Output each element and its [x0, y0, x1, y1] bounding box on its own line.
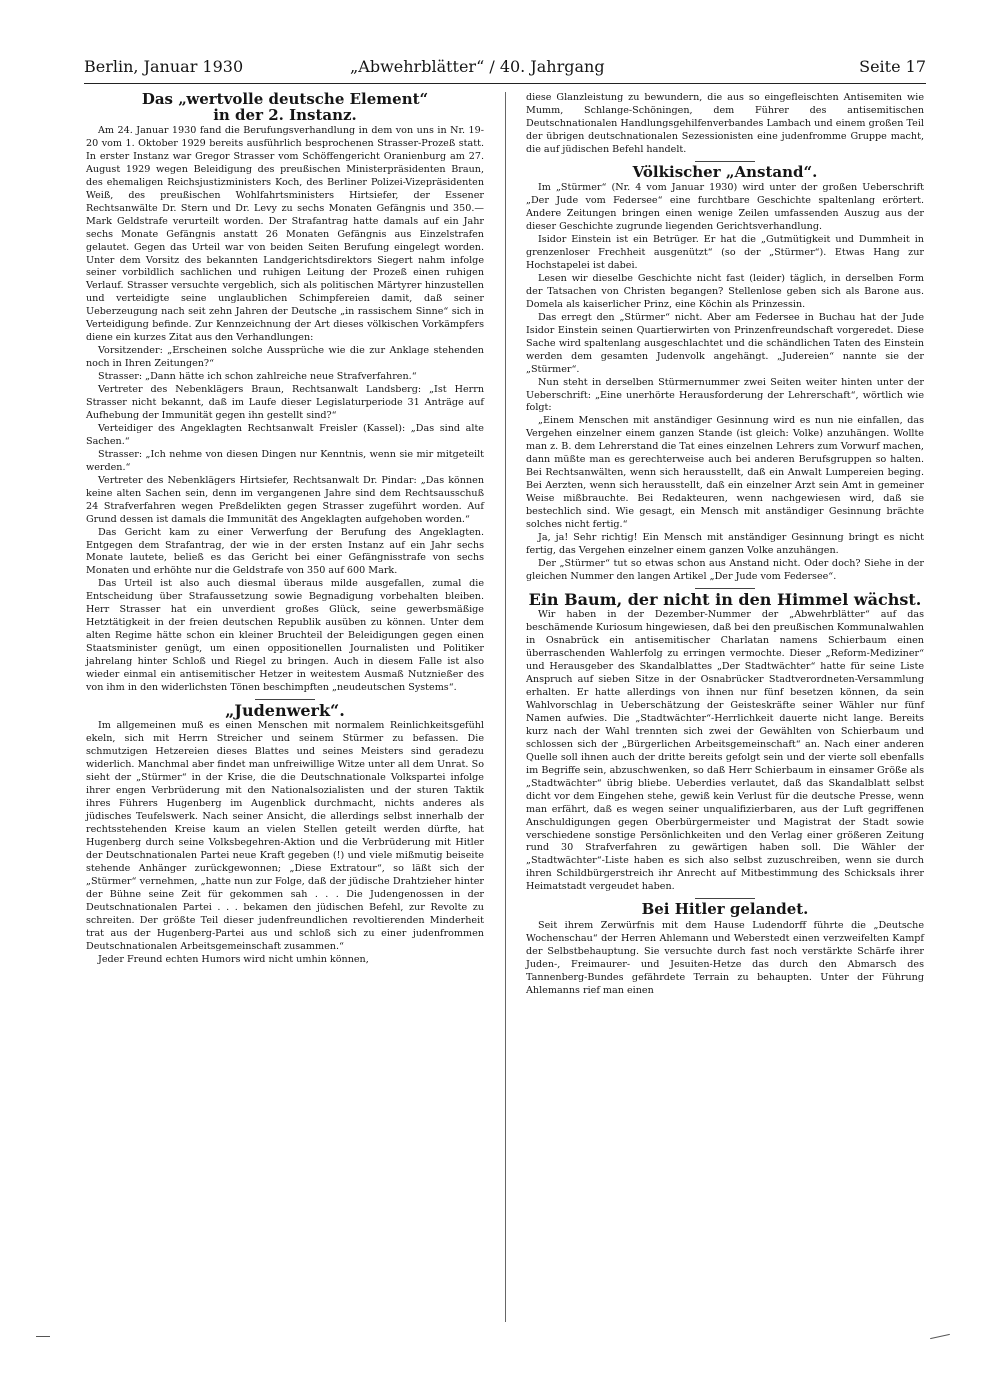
paragraph: Lesen wir dieselbe Geschichte nicht fast (leider) täglich, in derselben Form der Tatsachen von Christen begangen? Stellenlose geben sich als Barone aus. Domela als kaiserlicher Prinz, eine Köchin als Prinzessin.	[526, 272, 924, 310]
paragraph: Verteidiger des Angeklagten Rechtsanwalt Freisler (Kassel): „Das sind alte Sachen.“	[86, 422, 484, 447]
paragraph-continuation: diese Glanzleistung zu bewundern, die aus so eingefleischten Antisemiten wie Mumm, Schlange-Schöningen, dem Führer des antisemitischen Deutschnationalen Handlungsgehilfenverbandes Lambach und einem großen Teil der übrigen deutschnationalen Sezessionisten eine judenfromme Gruppe macht, die auf jüdischen Befehl handelt.	[526, 92, 924, 155]
paragraph: Ja, ja! Sehr richtig! Ein Mensch mit anständiger Gesinnung bringt es nicht fertig, das Vergehen einzelner einem ganzen Volke anzuhängen.	[526, 532, 924, 556]
paragraph: Wir haben in der Dezember-Nummer der „Abwehrblätter“ auf das beschämende Kuriosum hingewiesen, daß bei den preußischen Kommunalwahlen in Osnabrück ein antisemitischer Charlatan namens Schierbaum einen überraschenden Wahlerfolg zu erringen vermochte. Dieser „Reform-Mediziner“ und Herausgeber des Skandalblattes „Der Stadtwächter“ hatte für seine Liste Anspruch auf sieben Sitze in der Osnabrücker Stadtverordneten-Versammlung erhalten. Er hatte allerdings von ihnen nur fünf besetzen können, da sein Wahlvorschlag in Ueberschätzung der Geisteskräfte seiner Wähler nur fünf Namen aufwies. Die „Stadtwächter“-Herrlichkeit dauerte nicht lange. Bereits kurz nach der Wahl trennten sich zwei der Gewählten von Schierbaum und schlossen sich der „Bürgerlichen Arbeitsgemeinschaft“ an. Nach einer anderen Quelle soll ihnen auch der dritte bereits gefolgt sein und der vierte soll ebenfalls im Begriffe sein, abzuschwenken, so daß Herr Schierbaum in einsamer Größe als „Stadtwächter“ übrig bliebe. Ueberdies verlautet, daß das Skandalblatt selbst dicht vor dem Eingehen stehe, gewiß kein Verlust für die deutsche Presse, wenn man erfährt, daß es wegen seiner unqualifizierbaren, aus der Luft gegriffenen Anschuldigungen gegen Oberbürgermeister und Magistrat der Stadt sowie verschiedene sonstige Persönlichkeiten und den Verlag einer größeren Zeitung rund 30 Strafverfahren zu gewärtigen haben soll. Die Wähler der „Stadtwächter“-Liste haben es sich also selbst zuzuschreiben, wenn sie durch ihren Schildbürgerstreich ihr Anrecht auf Mitbestimmung des Schicksals ihrer Heimatstadt vergeudet haben.	[526, 609, 924, 893]
scan-speck	[930, 1334, 950, 1339]
article-title	[86, 92, 484, 123]
article-title: Völkischer „Anstand“.	[632, 162, 818, 181]
paragraph: Vertreter des Nebenklägers Hirtsiefer, Rechtsanwalt Dr. Pindar: „Das können keine alten Sachen sein, denn im vergangenen Jahre sind dem Rechtsausschuß 24 Strafverfahren wegen Preßdelikten gegen Strasser zugeführt worden. Auf Grund dessen ist damals die Immunität des Angeklagten aufgehoben worden.“	[86, 474, 484, 525]
article-title: „Judenwerk“.	[225, 700, 345, 720]
header-place-date: Berlin, Januar 1930	[84, 57, 244, 76]
paragraph: Im allgemeinen muß es einen Menschen mit normalem Reinlichkeitsgefühl ekeln, sich mit Herrn Streicher und seinem Stürmer zu befassen. Die schmutzigen Hetzereien dieses Blattes und seines Meisters sind geradezu widerlich. Manchmal aber findet man unfreiwillige Witze unter all dem Unrat. So sieht der „Stürmer“ in der Krise, die die Deutschnationale Volkspartei infolge ihrer engen Verbrüderung mit den Nationalsozialisten und der sturen Taktik ihres Führers Hugenberg im Augenblick durchmacht, nichts anderes als jüdisches Teufelswerk. Nach seiner Ansicht, die allerdings selbst innerhalb der rechtsstehenden Kreise kaum an vielen Stellen geteilt werden dürfte, hat Hugenberg durch seine Volksbegehren-Aktion und die Verbrüderung mit Hitler der Deutschnationalen Partei neue Kraft gegeben (!) und viele mißmutig beiseite stehende Anhänger zurückgewonnen; „Diese Extratour“, so läßt sich der „Stürmer“ vernehmen, „hatte nun zur Folge, daß der jüdische Drahtzieher hinter der Bühne seine Zeit für gekommen sah . . . Die Judengenossen in der Deutschnationalen Partei . . . bekamen den jüdischen Befehl, zur Revolte zu schreiten. Der größte Teil dieser judenfreundlichen revoltierenden Minderheit trat aus der Hugenberg-Partei aus und schloß sich zu einer judenfrommen Deutschnationalen Arbeitsgemeinschaft zusammen.“	[86, 720, 484, 952]
article-separator	[695, 161, 755, 162]
scan-speck	[36, 1336, 50, 1337]
paragraph: Vorsitzender: „Erscheinen solche Aussprüche wie die zur Anklage stehenden noch in Ihren Zeitungen?“	[86, 345, 484, 370]
paragraph: Jeder Freund echten Humors wird nicht umhin können,	[98, 953, 369, 965]
left-column	[86, 92, 484, 1352]
paragraph: Im „Stürmer“ (Nr. 4 vom Januar 1930) wird unter der großen Ueberschrift „Der Jude vom Federsee“ eine furchtbare Geschichte spaltenlang erörtert. Andere Zeitungen bringen einen wenige Zeilen umfassenden Auszug aus der dieser Geschichte zugrunde liegenden Gerichtsverhandlung.	[526, 182, 924, 233]
article-title: Bei Hitler gelandet.	[641, 900, 809, 919]
header-rule	[84, 83, 926, 84]
right-column	[526, 92, 924, 1322]
article-title: Ein Baum, der nicht in den Himmel wächst.	[528, 589, 922, 609]
paragraph: Isidor Einstein ist ein Betrüger. Er hat die „Gutmütigkeit und Dummheit in grenzenloser Frechheit ausgenützt“ (so der „Stürmer“). Etwas Hang zur Hochstapelei ist dabei.	[526, 234, 924, 271]
article-separator	[255, 699, 315, 700]
article-separator	[695, 588, 755, 589]
article-judenwerk	[86, 700, 484, 967]
paragraph: Vertreter des Nebenklägers Braun, Rechtsanwalt Landsberg: „Ist Herrn Strasser nicht bekannt, daß im Laufe dieser Legislaturperiode 31 Anträge auf Aufhebung der Immunität gegen ihn gestellt sind?“	[86, 384, 484, 421]
paragraph: Strasser: „Dann hätte ich schon zahlreiche neue Strafverfahren.“	[98, 371, 417, 383]
article-title-line: Das „wertvolle deutsche Element“	[141, 90, 429, 108]
column-divider	[505, 92, 506, 1322]
paragraph: Seit ihrem Zerwürfnis mit dem Hause Ludendorff führte die „Deutsche Wochenschau“ der Herren Ahlemann und Weberstedt einen verzweifelten Kampf der Selbstbehauptung. Sie versuchte durch fast noch verstärkte Schärfe ihrer Juden-, Freimaurer- und Jesuiten-Hetze das durch den Abmarsch des Tannenberg-Bundes gefährdete Terrain zu behaupten. Unter der Führung Ahlemanns rief man einen	[526, 919, 924, 996]
article-baum	[526, 589, 924, 894]
paragraph: Strasser: „Ich nehme von diesen Dingen nur Kenntnis, wenn sie mir mitgeteilt werden.“	[86, 448, 484, 473]
header-publication: „Abwehrblätter“ / 40. Jahrgang	[350, 57, 605, 76]
paragraph: „Einem Menschen mit anständiger Gesinnung wird es nun nie einfallen, das Vergehen einzelner einem ganzen Stande (ist gleich: Volke) anzuhängen. Wollte man z. B. dem Lehrerstand die Tat eines einzelnen Lehrers zum Vorwurf machen, dann müßte man es gerechterweise auch bei anderen Berufsgruppen so halten. Bei Rechtsanwälten, wenn sich herausstellt, daß ein Anwalt Lumpereien beging. Bei Aerzten, wenn sich herausstellt, daß ein einzelner Arzt sein Amt in gemeiner Weise mißbrauchte. Bei Redakteuren, wenn nachgewiesen wird, daß sie bestechlich sind. Wie gesagt, ein Mensch mit anständiger Gesinnung brächte solches nicht fertig.“	[526, 415, 924, 531]
header-page-number: Seite 17	[859, 57, 926, 76]
paragraph: Der „Stürmer“ tut so etwas schon aus Anstand nicht. Oder doch? Siehe in der gleichen Nummer den langen Artikel „Der Jude vom Federsee“.	[526, 557, 924, 582]
paragraph: Am 24. Januar 1930 fand die Berufungsverhandlung in dem von uns in Nr. 19-20 vom 1. Oktober 1929 bereits ausführlich besprochenen Strasser-Prozeß statt. In erster Instanz war Gregor Strasser vom Schöffengericht Oranienburg am 27. August 1929 wegen Beleidigung des preußischen Ministerpräsidenten Braun, des ehemaligen Reichsjustizministers Koch, des Berliner Polizei-Vizepräsidenten Weiß, des preußischen Wohlfahrtsministers Hirtsiefer, der Essener Rechtsanwälte Dr. Stern und Dr. Levy zu sechs Monaten Gefängnis und 350.— Mark Geldstrafe verurteilt worden. Der Strafantrag hatte damals auf ein Jahr sechs Monate Gefängnis anstatt 26 Monaten Gefängnis aus Einzelstrafen gelautet. Gegen das Urteil war von beiden Seiten Berufung eingelegt worden. Unter dem Vorsitz des bekannten Landgerichtsdirektors Siegert nahm infolge seiner vorbildlich sachlichen und ruhigen Leitung der Prozeß einen ruhigen Verlauf. Strasser versuchte vergeblich, sich als politischen Märtyrer hinzustellen und verteidigte seine unglaublichen Schimpfereien damit, daß seiner Ueberzeugung nach seit zehn Jahren der Deutsche „in rassischem Sinne“ sich in Verteidigung befinde. Zur Kennzeichnung der Art dieses völkischen Vorkämpfers diene ein kurzes Zitat aus den Verhandlungen:	[86, 125, 484, 344]
article-hitler	[526, 902, 924, 997]
article-strasser	[86, 92, 484, 695]
article-title-line: in der 2. Instanz.	[213, 105, 357, 124]
article-anstand	[526, 162, 924, 584]
page-header	[84, 57, 926, 81]
paragraph: Das Gericht kam zu einer Verwerfung der Berufung des Angeklagten. Entgegen dem Strafantrag, der wie in der ersten Instanz auf ein Jahr sechs Monate lautete, beließ es das Gericht bei einer Gefängnisstrafe von sechs Monaten und erhöhte nur die Geldstrafe von 350 auf 600 Mark.	[86, 526, 484, 577]
paragraph: Das erregt den „Stürmer“ nicht. Aber am Federsee in Buchau hat der Jude Isidor Einstein seinen Quartierwirten von Prinzenfreundschaft vorgeredet. Diese Sache wird spaltenlang ausgeschlachtet und die schändlichen Taten des Einstein werden dem gesamten Judenvolk angehängt. „Judereien“ nannte sie der „Stürmer“.	[526, 311, 924, 375]
paragraph: Das Urteil ist also auch diesmal überaus milde ausgefallen, zumal die Entscheidung über Strafaussetzung sowie Begnadigung vorbehalten bleiben. Herr Strasser hat ein unverdient großes Glück, seine gewerbsmäßige Hetztätigkeit in der freien deutschen Republik ausüben zu können. Unter dem alten Regime hätte schon ein kleiner Bruchteil der Beleidigungen gegen einen Staatsminister genügt, um einen oppositionellen Journalisten und Politiker jahrelang hinter Schloß und Riegel zu bringen. Auch in diesem Falle ist also wieder einmal ein antisemitischer Hetzer in weitestem Ausmaß Nutznießer des von ihm in den widerlichsten Tönen beschimpften „neudeutschen Systems“.	[86, 578, 484, 693]
article-separator	[695, 898, 755, 899]
paragraph: Nun steht in derselben Stürmernummer zwei Seiten weiter hinten unter der Ueberschrift: „Eine unerhörte Herausforderung der Lehrerschaft“, wörtlich wie folgt:	[526, 376, 924, 414]
